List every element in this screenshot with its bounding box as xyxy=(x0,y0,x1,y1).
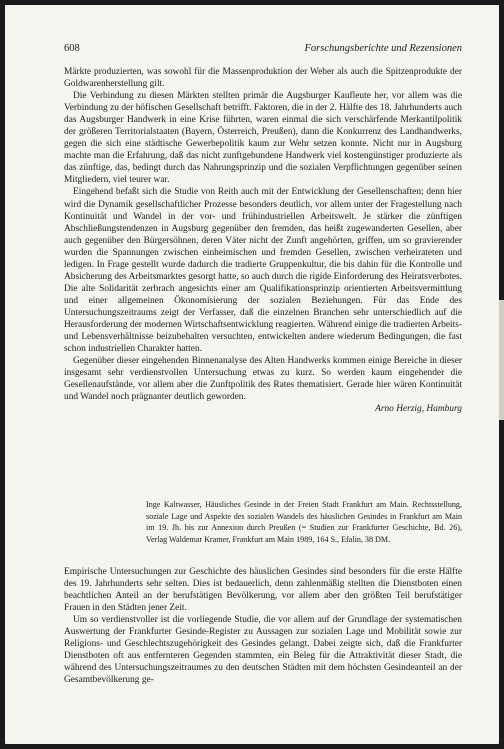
review-body xyxy=(64,566,462,686)
paragraph: Eingehend befaßt sich die Studie von Reith auch mit der Entwicklung der Gesellenschaften; denn hier wird die Dynamik gesellschaftlicher Prozesse besonders deutlich, vor allem unter der Fragestellung nach Kontinuität und Wandel in der vor- und frühindustriellen Arbeitswelt. Je stärker die zünftigen Abschließungstendenzen in Augsburg gegenüber den fremden, das heißt zugewanderten Gesellen, aber auch gegenüber den Bürgersöhnen, deren Väter nicht der Zunft angehörten, griffen, um so gravierender wurden die Spannungen zwischen einheimischen und fremden Gesellen, zwischen verheirateten und ledigen. In Frage gestellt wurde dadurch die tradierte Gruppenkultur, die bis dahin für die Kontrolle und Absicherung des Arbeitsmarktes gesorgt hatte, so auch durch die rigide Einforderung des Heiratsverbotes. Die alte Solidarität zerbrach angesichts einer am Qualifikationsprinzip orientierten Arbeitsvermittlung und einer allgemeinen Ökonomisierung der sozialen Beziehungen. Für das Ende des Untersuchungszeitraums zeigt der Verfasser, daß die einzelnen Branchen sehr unterschiedlich auf die Herausforderung der modernen Wirtschaftsentwicklung reagierten. Während einige die tradierten Arbeits- und Lebensverhältnisse beizubehalten versuchten, entwickelten andere wiederum Bedingungen, die fast schon industriellen Charakter hatten. xyxy=(64,187,462,355)
paragraph: Empirische Untersuchungen zur Geschichte des häuslichen Gesindes sind besonders für die erste Hälfte des 19. Jahrhunderts sehr selten. Dies ist bedauerlich, denn zahlenmäßig stellten die Dienstboten einen beachtlichen Anteil an der berufstätigen Bevölkerung, vor allem aber den größten Teil berufstätiger Frauen in den Städten jener Zeit. xyxy=(64,567,462,614)
paragraph: Um so verdienstvoller ist die vorliegende Studie, die vor allem auf der Grundlage der systematischen Auswertung der Frankfurter Gesinde-Register zu Aussagen zur sozialen Lage und Mobilität sowie zur Religions- und Geschlechtszugehörigkeit des Gesindes gelangt. Dabei zeigte sich, daß die Frankfurter Dienstboten oft aus entfernteren Gegenden stammten, ein Beleg für die Attraktivität dieser Stadt, die während des Untersuchungszeitraumes zu den deutschen Städten mit dem höchsten Gesindeanteil an der Gesamtbevölkerung ge- xyxy=(64,615,462,686)
scan-edge xyxy=(499,300,504,420)
paragraph: Die Verbindung zu diesen Märkten stellten primär die Augsburger Kaufleute her, vor allem was die Verbindung zu der höfischen Gesellschaft betrifft. Faktoren, die in der 2. Hälfte des 18. Jahrhunderts auch das Augsburger Handwerk in eine Krise führten, waren einmal die sich verschärfende Merkantilpolitik der größeren Territorialstaaten (Bayern, Österreich, Preußen), dann die Konkurrenz des Landhandwerks, gegen die sich eine städtische Gewerbepolitik kaum zur Wehr setzen konnte. Nicht nur in Augsburg machte man die Erfahrung, daß das nicht zunftgebundene Handwerk viel kostengünstiger produzierte als das zünftige, das, bedingt durch das Nahrungsprinzip und die sozialen Verpflichtungen gegenüber seinen Mitgliedern, viel teurer war. xyxy=(64,91,462,186)
paragraph: Gegenüber dieser eingehenden Binnenanalyse des Alten Handwerks kommen einige Bereiche in dieser insgesamt sehr verdienstvollen Untersuchung etwas zu kurz. So werden kaum eingehender die Gesellenaufstände, vor allem aber die Zunftpolitik des Rates thematisiert. Gerade hier wären Kontinuität und Wandel noch prägnanter deutlich geworden. xyxy=(64,356,462,403)
scanned-page xyxy=(5,5,499,744)
review-citation: Inge Kaltwasser, Häusliches Gesinde in der Freien Stadt Frankfurt am Main. Rechtsstellung, soziale Lage und Aspekte des sozialen Wandels des häuslichen Gesindes in Frankfurt am Main im 19. Jh. bis zur Annexion durch Preußen (= Studien zur Frankfurter Geschichte, Bd. 26), Verlag Waldemar Kramer, Frankfurt am Main 1989, 164 S., Efalin, 38 DM. xyxy=(146,500,462,544)
author-signature: Arno Herzig, Hamburg xyxy=(375,404,462,415)
running-title: Forschungsberichte und Rezensionen xyxy=(304,43,462,54)
article-body xyxy=(64,66,462,415)
paragraph: Märkte produzierten, was sowohl für die Massenproduktion der Weber als auch die Spitzenprodukte der Goldwarenherstellung gilt. xyxy=(64,67,462,90)
page-number: 608 xyxy=(64,43,80,54)
